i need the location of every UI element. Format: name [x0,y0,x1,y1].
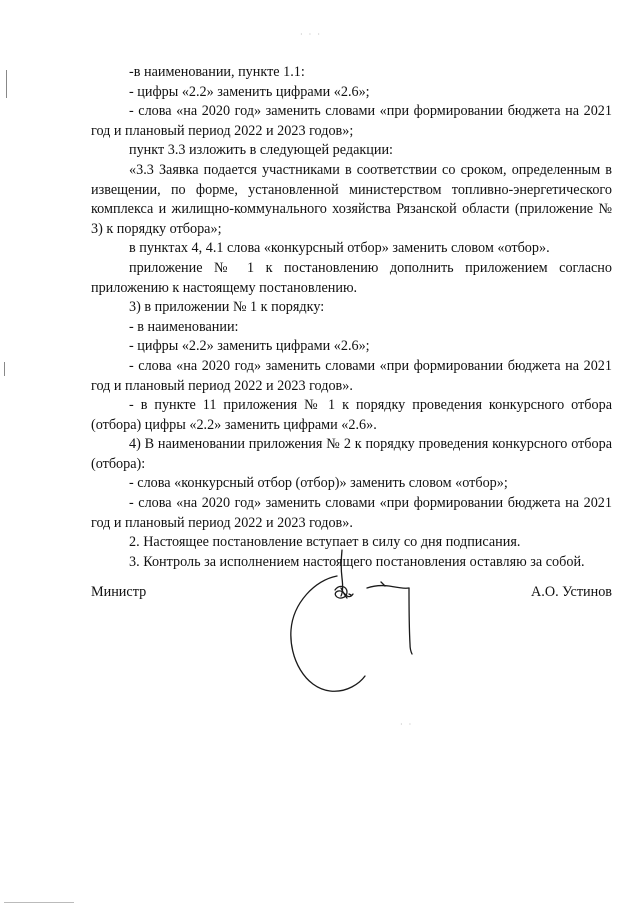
paragraph-7: приложение № 1 к постановлению дополнить приложением согласно приложению к настоящему постановлению. [91,259,612,296]
paragraph-8: 3) в приложении № 1 к порядку: [129,299,325,316]
paragraph-12: - в пункте 11 приложения № 1 к порядку проведения конкурсного отбора (отбора) цифры «2.2» заменить цифрами «2.6». [91,397,612,433]
handwritten-signature [285,548,425,698]
paragraph-4: пункт 3.3 изложить в следующей редакции: [129,142,393,159]
paragraph-11: - слова «на 2020 год» заменить словами «при формировании бюджета на 2021 год и плановый период 2022 и 2023 годов». [91,357,612,394]
paragraph-14: - слова «конкурсный отбор (отбор)» заменить словом «отбор»; [129,475,508,492]
paragraph-13: 4) В наименовании приложения № 2 к порядку проведения конкурсного отбора (отбора): [91,436,612,472]
scan-mark-left-top [6,70,7,98]
paragraph-17: 3. Контроль за исполнением настоящего постановления оставляю за собой. [129,553,585,570]
paragraph-9: - в наименовании: [129,318,239,335]
paragraph-2: - цифры «2.2» заменить цифрами «2.6»; [129,83,370,100]
paragraph-6: в пунктах 4, 4.1 слова «конкурсный отбор» заменить словом «отбор». [129,240,550,257]
signer-title: Министр [91,584,147,600]
paragraph-10: - цифры «2.2» заменить цифрами «2.6»; [129,338,370,355]
signer-name: А.О. Устинов [531,584,612,600]
scan-mark-left-mid [4,362,5,376]
scan-dots-top: · · · [300,30,322,39]
paragraph-5: «3.3 Заявка подается участниками в соответствии со сроком, определенным в извещении, по форме, установленной министерством топливно-энергетического комплекса и жилищно-коммунального хозяйства Рязанской области (приложение № 3) к порядку отбора»; [91,161,612,237]
document-body [91,63,612,572]
paragraph-15: - слова «на 2020 год» заменить словами «при формировании бюджета на 2021 год и плановый период 2022 и 2023 годов». [91,495,612,531]
paragraph-16: 2. Настоящее постановление вступает в силу со дня подписания. [129,534,521,551]
scan-mark-bottom [4,902,74,903]
paragraph-1: -в наименовании, пункте 1.1: [129,64,305,80]
scan-dots-bottom: · · [400,720,414,729]
paragraph-3: - слова «на 2020 год» заменить словами «при формировании бюджета на 2021 год и плановый период 2022 и 2023 годов»; [91,103,612,139]
